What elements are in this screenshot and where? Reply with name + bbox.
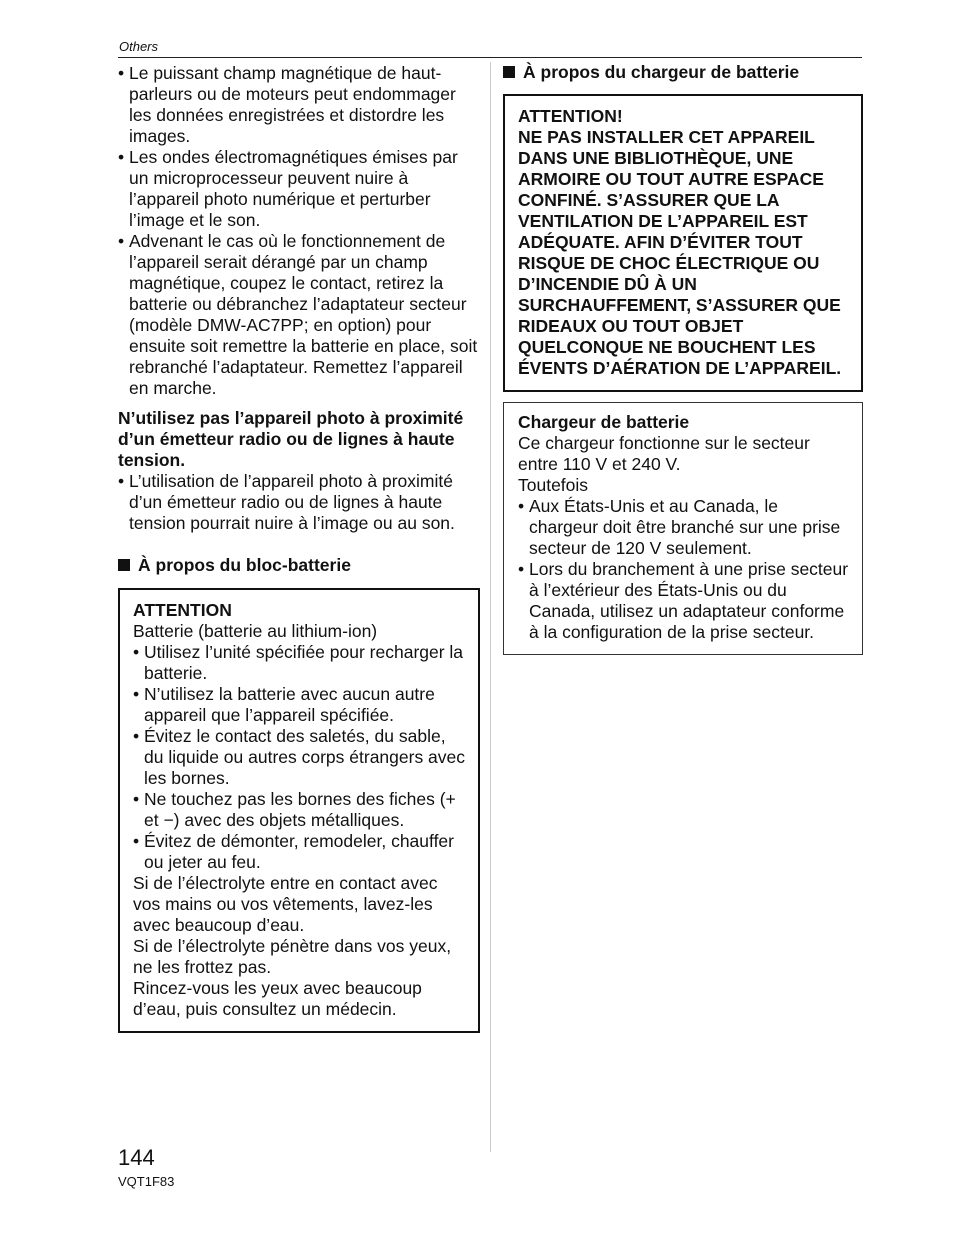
charger-however-text: Toutefois	[518, 475, 589, 495]
battery-bullet-list	[133, 642, 466, 873]
battery-attention-box	[118, 588, 480, 1033]
warning-box-title: ATTENTION!	[518, 106, 623, 126]
list-item: • Aux États-Unis et au Canada, le chargeur doit être branché sur une prise secteur de 120 V seulement.	[518, 496, 849, 559]
right-column	[503, 62, 863, 655]
battery-section-heading	[118, 555, 480, 576]
radio-bullet-list	[118, 471, 480, 534]
battery-box-title: ATTENTION	[133, 600, 232, 620]
square-bullet-icon	[118, 559, 130, 571]
charger-info-box	[503, 402, 863, 655]
page-number: 144	[118, 1145, 155, 1170]
charger-voltage-text: Ce chargeur fonctionne sur le secteur entre 110 V et 240 V.	[518, 433, 810, 474]
intro-bullet-list	[118, 63, 480, 399]
charger-box-title: Chargeur de batterie	[518, 412, 690, 432]
column-divider	[490, 62, 491, 1152]
list-item: • N’utilisez la batterie avec aucun autre appareil que l’appareil spécifiée.	[133, 684, 466, 726]
radio-warning-heading: N’utilisez pas l’appareil photo à proximité d’un émetteur radio ou de lignes à haute tension.	[118, 408, 464, 470]
list-item: • Les ondes électromagnétiques émises par un microprocesseur peuvent nuire à l’appareil photo numérique et perturber l’image et le son.	[118, 147, 480, 231]
battery-section-heading-text: À propos du bloc-batterie	[138, 555, 351, 575]
list-item: • Le puissant champ magnétique de haut-parleurs ou de moteurs peut endommager les données enregistrées et distordre les images.	[118, 63, 480, 147]
list-item: • Utilisez l’unité spécifiée pour recharger la batterie.	[133, 642, 466, 684]
electrolyte-contact-text: Si de l’électrolyte entre en contact avec vos mains ou vos vêtements, lavez-les avec beaucoup d’eau.	[133, 873, 438, 935]
list-item: • Lors du branchement à une prise secteur à l’extérieur des États-Unis ou du Canada, utilisez un adaptateur conforme à la configuration de la prise secteur.	[518, 559, 849, 643]
charger-section-heading	[503, 62, 863, 83]
charger-warning-box	[503, 94, 863, 392]
list-item: • L’utilisation de l’appareil photo à proximité d’un émetteur radio ou de lignes à haute tension pourrait nuire à l’image ou au son.	[118, 471, 480, 534]
list-item: • Ne touchez pas les bornes des fiches (+ et −) avec des objets métalliques.	[133, 789, 466, 831]
charger-section-heading-text: À propos du chargeur de batterie	[523, 62, 800, 82]
list-item: • Advenant le cas où le fonctionnement de l’appareil serait dérangé par un champ magnétique, coupez le contact, retirez la batterie ou débranchez l’adaptateur secteur (modèle DMW-AC7PP; en option) pour ensuite soit remettre la batterie en place, soit rebranché l’adaptateur. Remettez l’appareil en marche.	[118, 231, 480, 399]
left-column	[118, 63, 480, 1033]
document-code: VQT1F83	[118, 1174, 175, 1189]
electrolyte-eyes-text: Si de l’électrolyte pénètre dans vos yeux, ne les frottez pas.	[133, 936, 452, 977]
charger-bullet-list	[518, 496, 849, 643]
list-item: • Évitez de démonter, remodeler, chauffer ou jeter au feu.	[133, 831, 466, 873]
running-head: Others	[119, 39, 159, 54]
list-item: • Évitez le contact des saletés, du sable, du liquide ou autres corps étrangers avec les bornes.	[133, 726, 466, 789]
battery-box-subtitle: Batterie (batterie au lithium-ion)	[133, 621, 378, 641]
square-bullet-icon	[503, 66, 515, 78]
rinse-eyes-text: Rincez-vous les yeux avec beaucoup d’eau, puis consultez un médecin.	[133, 978, 422, 1019]
header-rule	[118, 57, 862, 58]
warning-box-text: NE PAS INSTALLER CET APPAREIL DANS UNE BIBLIOTHÈQUE, UNE ARMOIRE OU TOUT AUTRE ESPACE CONFINÉ. S’ASSURER QUE LA VENTILATION DE L’APPAREIL EST ADÉQUATE. AFIN D’ÉVITER TOUT RISQUE DE CHOC ÉLECTRIQUE OU D’INCENDIE DÛ À UN SURCHAUFFEMENT, S’ASSURER QUE RIDEAUX OU TOUT OBJET QUELCONQUE NE BOUCHENT LES ÉVENTS D’AÉRATION DE L’APPAREIL.	[518, 127, 842, 378]
